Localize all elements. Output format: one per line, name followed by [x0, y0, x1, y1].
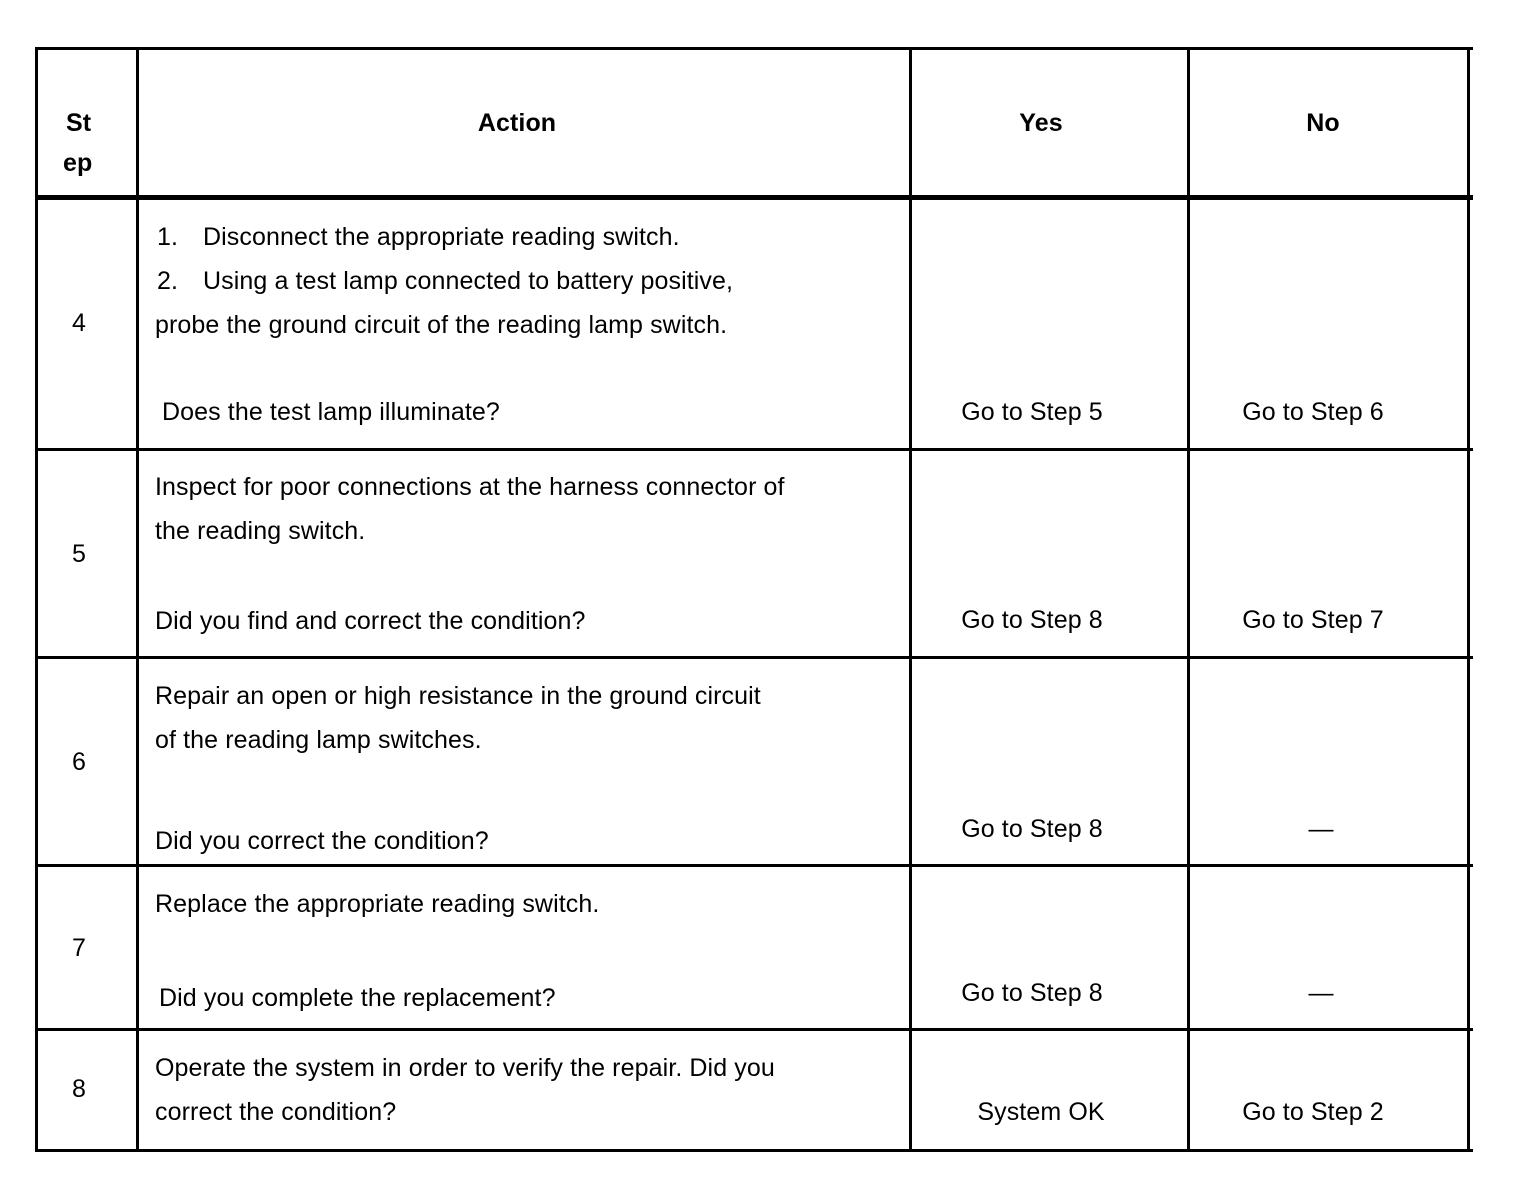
action-question: Did you find and correct the condition? [155, 607, 586, 635]
action-text: Repair an open or high resistance in the ground circuit [155, 682, 761, 710]
action-text: Replace the appropriate reading switch. [155, 890, 600, 918]
rule-row6-bottom [35, 864, 1473, 867]
step-number: 7 [71, 934, 87, 962]
action-text: the reading switch. [155, 517, 366, 545]
rule-left [35, 47, 38, 1152]
action-question: Does the test lamp illuminate? [162, 398, 500, 426]
action-text: Using a test lamp connected to battery positive, [203, 267, 734, 295]
rule-step-action [136, 47, 139, 1152]
action-text: correct the condition? [155, 1098, 397, 1126]
yes-result: Go to Step 8 [961, 606, 1103, 634]
header-yes: Yes [1019, 109, 1063, 137]
yes-result: Go to Step 8 [961, 815, 1103, 843]
yes-result: Go to Step 8 [961, 979, 1103, 1007]
action-text: Disconnect the appropriate reading switch. [203, 223, 680, 251]
step-number: 5 [71, 540, 87, 568]
action-question: Did you complete the replacement? [159, 984, 556, 1012]
rule-action-yes [909, 47, 912, 1152]
step-number: 6 [71, 748, 87, 776]
no-result: Go to Step 7 [1242, 606, 1384, 634]
no-result: Go to Step 2 [1242, 1098, 1384, 1126]
rule-row4-bottom [35, 448, 1473, 451]
step-number: 8 [71, 1075, 87, 1103]
header-action: Action [477, 109, 557, 137]
action-text: Inspect for poor connections at the harness connector of [155, 473, 785, 501]
header-step-line1: St [66, 109, 92, 137]
rule-header-bottom [35, 195, 1473, 200]
no-result: — [1308, 815, 1334, 843]
action-question: Did you correct the condition? [155, 827, 489, 855]
action-list-number: 2. [157, 267, 179, 295]
header-step-line2: ep [63, 149, 93, 177]
action-text: Operate the system in order to verify the repair. Did you [155, 1054, 775, 1082]
yes-result: Go to Step 5 [961, 398, 1103, 426]
rule-right [1467, 47, 1470, 1152]
action-text: probe the ground circuit of the reading lamp switch. [155, 311, 728, 339]
no-result: — [1308, 979, 1334, 1007]
action-list-number: 1. [157, 223, 179, 251]
rule-row5-bottom [35, 656, 1473, 659]
rule-top [35, 47, 1473, 50]
step-number: 4 [71, 309, 87, 337]
rule-row7-bottom [35, 1028, 1473, 1031]
rule-bottom [35, 1149, 1473, 1152]
no-result: Go to Step 6 [1242, 398, 1384, 426]
yes-result: System OK [977, 1098, 1105, 1126]
rule-yes-no [1187, 47, 1190, 1152]
header-no: No [1306, 109, 1340, 137]
action-text: of the reading lamp switches. [155, 726, 482, 754]
